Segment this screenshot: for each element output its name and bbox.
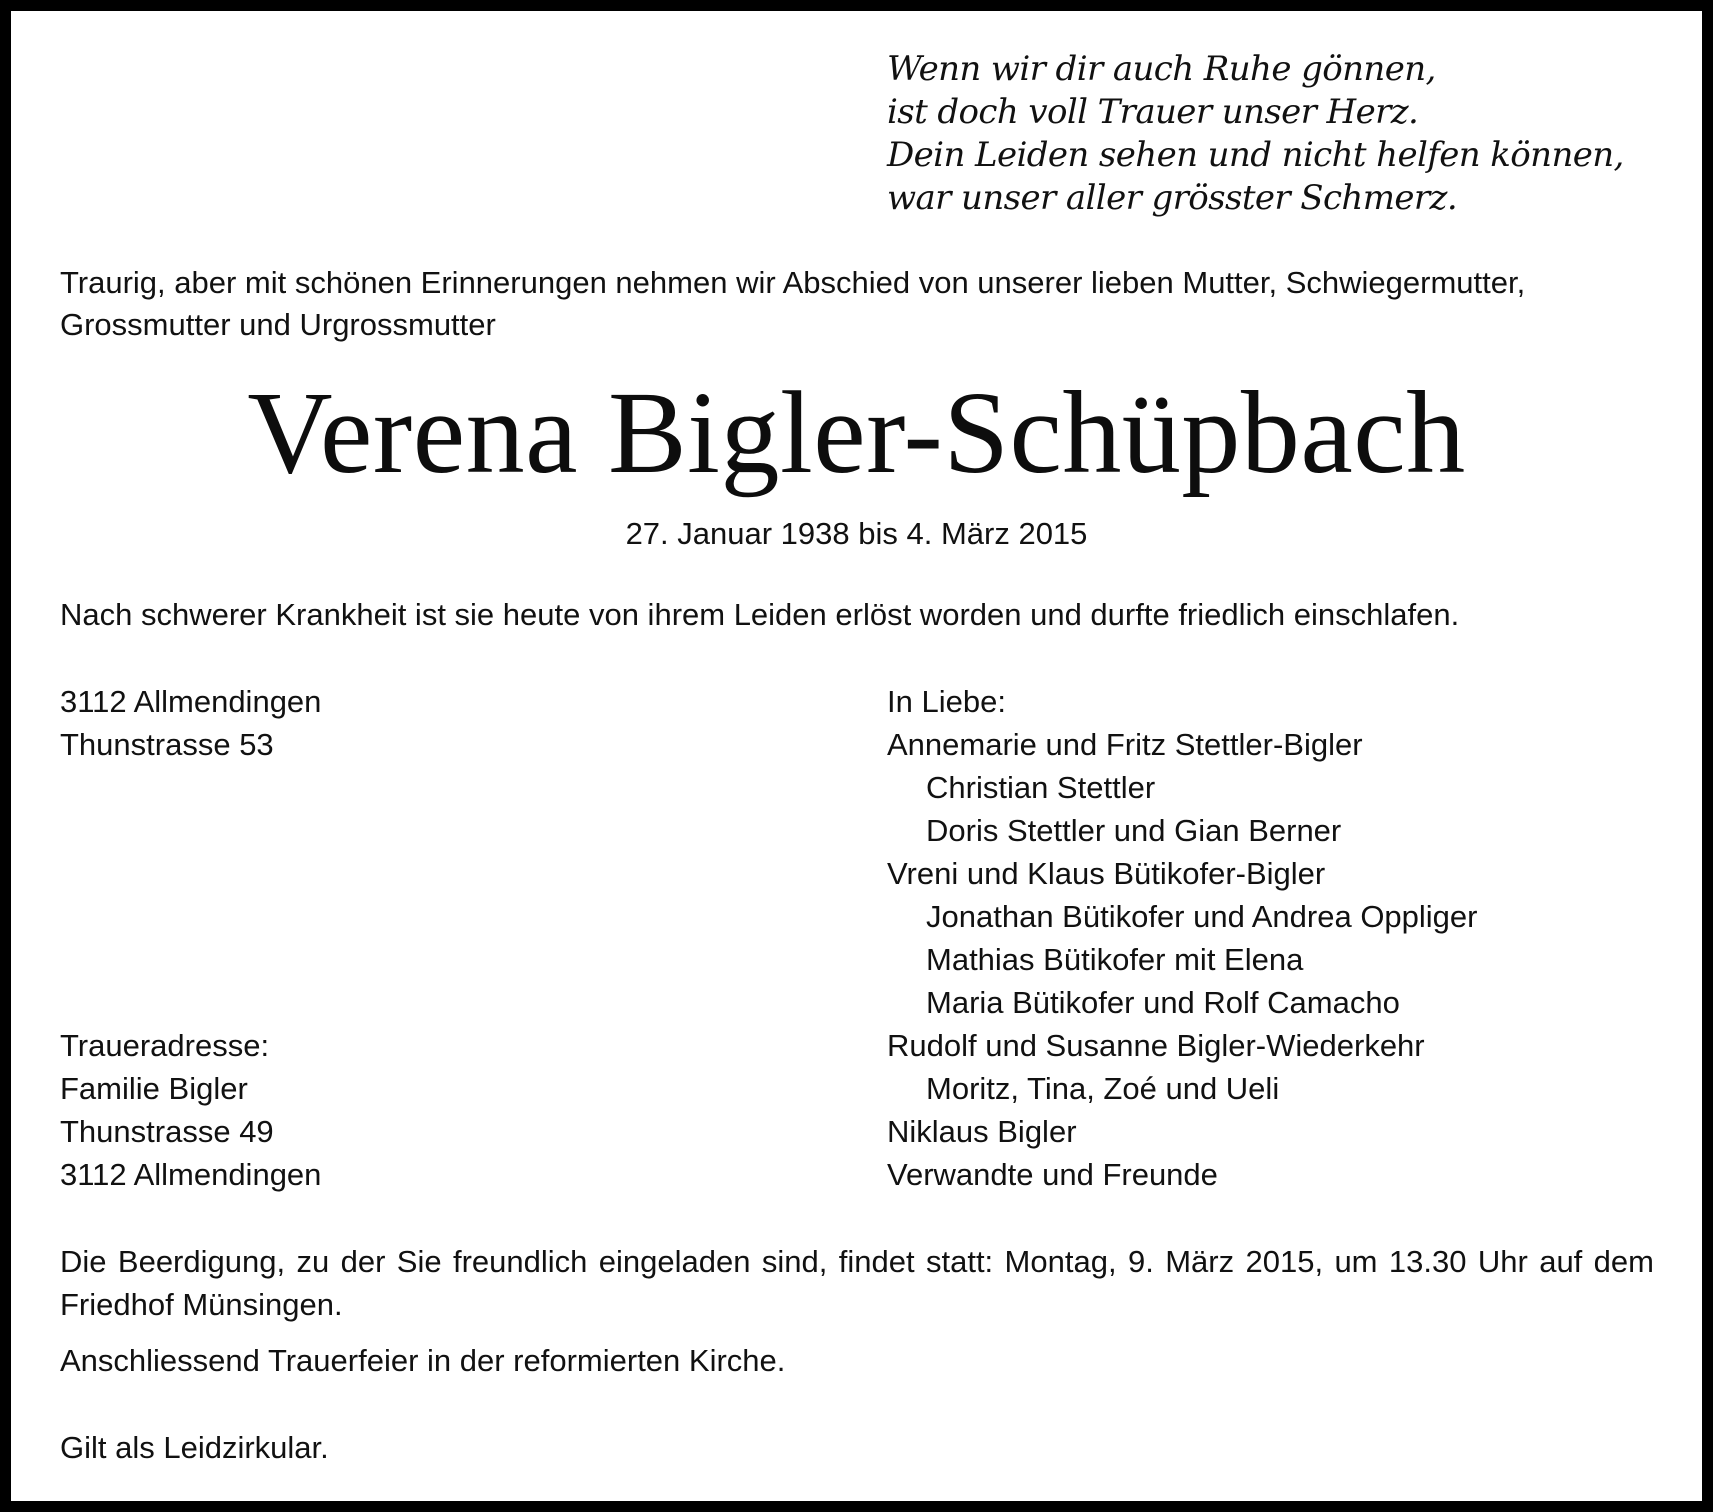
mourning-address-street: Thunstrasse 49 (60, 1114, 274, 1149)
intro-line: Traurig, aber mit schönen Erinnerungen nehmen wir Abschied von unserer lieben Mutter, Schwiegermutter, (60, 265, 1526, 300)
mourner-family: Niklaus Bigler (887, 1114, 1077, 1149)
mourning-address-family: Familie Bigler (60, 1071, 248, 1106)
mourner-relatives: Verwandte und Freunde (887, 1157, 1218, 1192)
mourners-list (887, 680, 1677, 1196)
mourner-grandchild: Jonathan Bütikofer und Andrea Oppliger (926, 899, 1478, 934)
mourning-address-city: 3112 Allmendingen (60, 1157, 322, 1192)
mourner-grandchild: Christian Stettler (926, 770, 1156, 805)
mourner-grandchild: Doris Stettler und Gian Berner (926, 813, 1342, 848)
home-street: Thunstrasse 53 (60, 727, 274, 762)
address-column (60, 680, 820, 1196)
mourner-grandchild: Maria Bütikofer und Rolf Camacho (926, 985, 1400, 1020)
mourner-family: Vreni und Klaus Bütikofer-Bigler (887, 856, 1326, 891)
mourner-grandchild: Moritz, Tina, Zoé und Ueli (926, 1071, 1280, 1106)
home-city: 3112 Allmendingen (60, 684, 322, 719)
mourner-family: Annemarie und Fritz Stettler-Bigler (887, 727, 1363, 762)
mourners-heading: In Liebe: (887, 684, 1006, 719)
mourner-grandchild: Mathias Bütikofer mit Elena (926, 942, 1304, 977)
funeral-details: Die Beerdigung, zu der Sie freundlich eingeladen sind, findet statt: Montag, 9. März 2015, um 13.30 Uhr auf dem Friedhof Münsingen. (60, 1244, 1654, 1322)
poem (887, 48, 1647, 220)
column-spacer (60, 766, 820, 1024)
mourning-address-label: Traueradresse: (60, 1028, 270, 1063)
intro-text (60, 262, 1656, 346)
poem-line: ist doch voll Trauer unser Herz. (887, 92, 1419, 132)
deceased-name: Verena Bigler-Schüpbach (247, 367, 1466, 498)
circular-note: Gilt als Leidzirkular. (60, 1430, 329, 1465)
poem-line: Wenn wir dir auch Ruhe gönnen, (887, 49, 1436, 89)
poem-line: Dein Leiden sehen und nicht helfen können, (887, 135, 1624, 175)
poem-line: war unser aller grösster Schmerz. (887, 178, 1458, 218)
mourner-family: Rudolf und Susanne Bigler-Wiederkehr (887, 1028, 1425, 1063)
intro-line: Grossmutter und Urgrossmutter (60, 307, 496, 342)
life-dates: 27. Januar 1938 bis 4. März 2015 (625, 516, 1088, 551)
ceremony-note: Anschliessend Trauerfeier in der reformierten Kirche. (60, 1343, 786, 1378)
passing-statement: Nach schwerer Krankheit ist sie heute von ihrem Leiden erlöst worden und durfte friedlich einschlafen. (60, 597, 1460, 632)
